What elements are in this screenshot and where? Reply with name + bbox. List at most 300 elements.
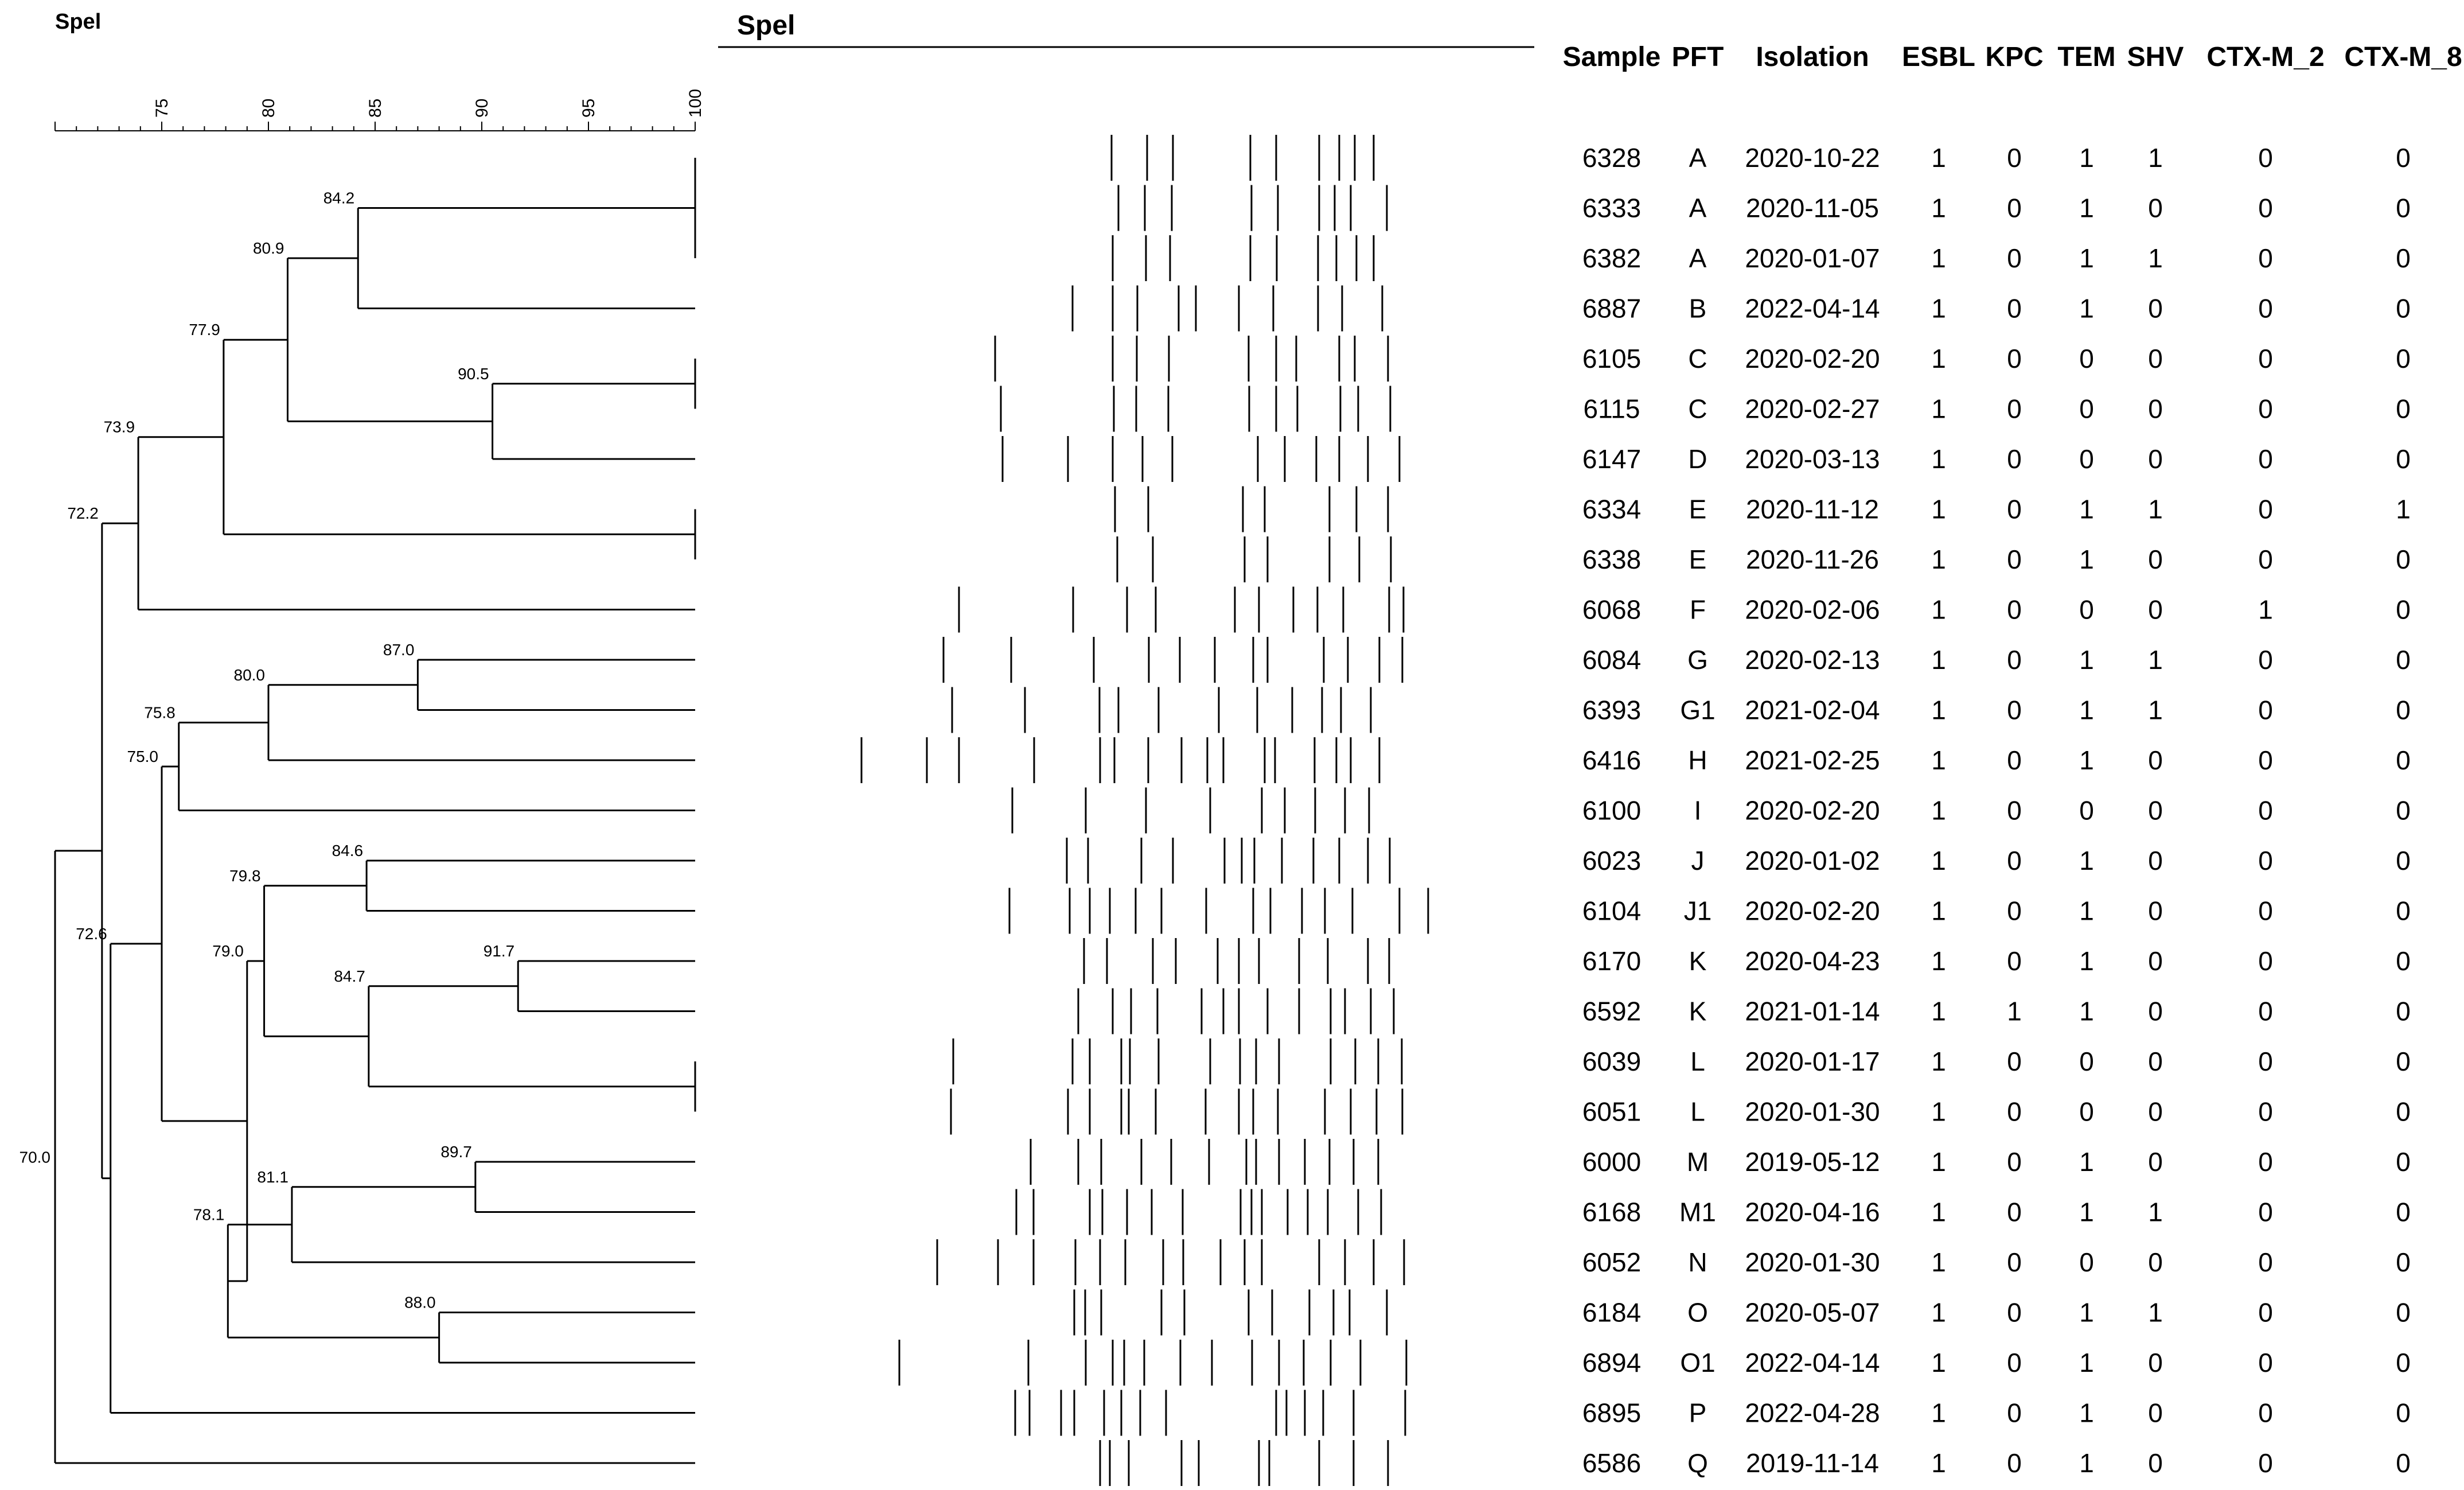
table-row	[1582, 645, 2411, 675]
node-similarity-label: 75.0	[127, 747, 158, 765]
table-cell: 6051	[1582, 1096, 1642, 1127]
table-cell: 0	[2396, 1096, 2411, 1127]
table-cell: M1	[1679, 1197, 1716, 1227]
gel-bands	[861, 135, 1428, 1486]
table-cell: 0	[2148, 946, 2163, 976]
table-cell: 1	[2079, 1448, 2094, 1478]
table-cell: 1	[1931, 1398, 1946, 1428]
table-cell: 2020-04-16	[1745, 1197, 1880, 1227]
table-cell: 0	[2148, 996, 2163, 1026]
table-cell: 1	[1931, 1147, 1946, 1177]
table-row	[1582, 495, 2411, 524]
table-cell: 1	[2079, 1398, 2094, 1428]
table-cell: 6105	[1582, 344, 1642, 374]
table-cell: C	[1688, 394, 1707, 424]
table-cell: 0	[2258, 1348, 2273, 1378]
table-cell: 1	[2079, 996, 2094, 1026]
table-cell: 2020-11-12	[1746, 494, 1879, 524]
table-cell: L	[1690, 1096, 1705, 1127]
table-cell: 1	[1931, 1096, 1946, 1127]
table-cell: 1	[2148, 494, 2163, 524]
table-cell: 2020-01-17	[1745, 1046, 1880, 1076]
table-cell: 2022-04-14	[1745, 293, 1880, 324]
table-cell: 0	[2396, 594, 2411, 625]
table-cell: 0	[2258, 1398, 2273, 1428]
table-cell: 1	[2079, 143, 2094, 173]
table-cell: 0	[2148, 1398, 2163, 1428]
table-cell: 0	[2258, 1197, 2273, 1227]
table-cell: E	[1689, 544, 1707, 574]
table-cell: 0	[2148, 193, 2163, 223]
table-cell: D	[1688, 444, 1707, 474]
table-cell: 0	[2258, 1448, 2273, 1478]
table-cell: 0	[2007, 695, 2022, 725]
table-cell: 1	[2148, 243, 2163, 273]
table-cell: P	[1689, 1398, 1707, 1428]
node-similarity-label: 79.0	[212, 942, 244, 960]
table-cell: 6084	[1582, 645, 1642, 675]
table-cell: A	[1689, 193, 1707, 223]
table-row	[1582, 444, 2411, 474]
similarity-axis-tick-labels	[153, 89, 705, 118]
table-cell: 1	[2079, 645, 2094, 675]
table-cell: 2020-01-30	[1745, 1247, 1880, 1277]
node-similarity-label: 84.6	[332, 842, 364, 859]
table-cell: 2020-11-26	[1746, 544, 1879, 574]
table-cell: 1	[2079, 1297, 2094, 1328]
table-cell: 6170	[1582, 946, 1642, 976]
table-cell: 0	[2258, 293, 2273, 324]
table-cell: 1	[2148, 645, 2163, 675]
table-cell: 2020-04-23	[1745, 946, 1880, 976]
table-cell: 6393	[1582, 695, 1642, 725]
table-cell: 1	[2079, 745, 2094, 775]
table-cell: 1	[1931, 1247, 1946, 1277]
table-cell: 2019-11-14	[1746, 1448, 1879, 1478]
table-cell: 1	[2148, 695, 2163, 725]
table-cell: 1	[1931, 143, 1946, 173]
table-cell: Q	[1687, 1448, 1708, 1478]
table-cell: 6894	[1582, 1348, 1642, 1378]
table-cell: 0	[2396, 344, 2411, 374]
gel-band-panel	[718, 10, 1534, 1486]
table-cell: 1	[2396, 494, 2411, 524]
table-cell: 1	[1931, 896, 1946, 926]
table-cell: 1	[2148, 1197, 2163, 1227]
table-cell: 0	[2396, 1448, 2411, 1478]
table-cell: 0	[2258, 1247, 2273, 1277]
table-cell: G1	[1680, 695, 1716, 725]
gel-title: Spel	[737, 10, 796, 41]
table-row	[1582, 1298, 2411, 1328]
table-cell: L	[1690, 1046, 1705, 1076]
table-cell: O	[1687, 1297, 1708, 1328]
table-cell: 0	[2007, 1398, 2022, 1428]
table-cell: 0	[2396, 896, 2411, 926]
axis-tick-label: 75	[153, 98, 171, 118]
table-cell: 0	[2258, 243, 2273, 273]
table-cell: 0	[2396, 1247, 2411, 1277]
table-cell: 1	[2079, 896, 2094, 926]
table-cell: 0	[2396, 1046, 2411, 1076]
table-row	[1582, 946, 2411, 976]
sample-table	[1563, 42, 2462, 1478]
table-cell: 6115	[1583, 394, 1640, 424]
table-row	[1582, 1097, 2411, 1127]
table-cell: 0	[2258, 394, 2273, 424]
table-cell: 0	[2148, 795, 2163, 826]
table-cell: 6068	[1582, 594, 1642, 625]
table-cell: 0	[2258, 344, 2273, 374]
node-similarity-label: 81.1	[257, 1168, 288, 1186]
table-cell: 0	[2258, 1096, 2273, 1127]
table-cell: 0	[2007, 946, 2022, 976]
table-cell: 0	[2007, 1096, 2022, 1127]
table-cell: 0	[2396, 1348, 2411, 1378]
table-cell: 1	[2079, 193, 2094, 223]
table-cell: 1	[1931, 494, 1946, 524]
table-cell: 6887	[1582, 293, 1642, 324]
table-cell: 0	[2258, 745, 2273, 775]
table-row	[1582, 997, 2411, 1026]
axis-tick-label: 95	[579, 98, 598, 118]
table-cell: 0	[2258, 444, 2273, 474]
table-cell: 0	[2007, 494, 2022, 524]
table-cell: 0	[2007, 594, 2022, 625]
table-cell: 0	[2148, 544, 2163, 574]
node-similarity-label: 70.0	[19, 1148, 50, 1166]
node-similarity-label: 72.6	[76, 924, 107, 943]
table-cell: 0	[2396, 544, 2411, 574]
table-cell: 6333	[1582, 193, 1642, 223]
table-column-header: KPC	[1985, 42, 2044, 72]
table-cell: 1	[1931, 1197, 1946, 1227]
table-row	[1582, 1398, 2411, 1428]
table-row	[1582, 695, 2411, 725]
table-cell: 6104	[1582, 896, 1642, 926]
table-cell: N	[1688, 1247, 1707, 1277]
table-column-header: Isolation	[1756, 42, 1869, 72]
table-cell: 0	[2007, 243, 2022, 273]
table-cell: 0	[2007, 193, 2022, 223]
node-similarity-label: 79.8	[229, 866, 261, 885]
table-cell: 2020-01-07	[1745, 243, 1880, 273]
table-row	[1582, 294, 2411, 324]
table-cell: 0	[2148, 896, 2163, 926]
table-cell: 1	[1931, 293, 1946, 324]
table-cell: 6023	[1582, 846, 1642, 876]
table-cell: 2020-02-20	[1745, 795, 1880, 826]
table-cell: 2020-11-05	[1746, 193, 1879, 223]
table-row	[1584, 394, 2411, 424]
table-column-header: CTX-M_8	[2344, 42, 2462, 72]
table-cell: 0	[2258, 946, 2273, 976]
table-cell: 0	[2396, 1398, 2411, 1428]
table-cell: 1	[2148, 143, 2163, 173]
table-cell: A	[1689, 243, 1707, 273]
table-cell: 0	[2148, 1247, 2163, 1277]
table-cell: 6895	[1582, 1398, 1642, 1428]
table-column-header: SHV	[2127, 42, 2184, 72]
table-cell: 6100	[1582, 795, 1642, 826]
table-cell: I	[1694, 795, 1702, 826]
table-column-header: PFT	[1671, 42, 1724, 72]
table-cell: 1	[2079, 1348, 2094, 1378]
table-cell: 0	[2396, 143, 2411, 173]
table-cell: 0	[2148, 293, 2163, 324]
table-cell: 2020-03-13	[1745, 444, 1880, 474]
table-cell: 2020-05-07	[1745, 1297, 1880, 1328]
table-cell: 1	[2148, 1297, 2163, 1328]
table-column-header: Sample	[1562, 42, 1661, 72]
table-cell: 2021-02-04	[1745, 695, 1880, 725]
table-cell: 0	[2007, 344, 2022, 374]
table-row	[1582, 1247, 2411, 1277]
table-cell: 2020-02-27	[1745, 394, 1880, 424]
table-cell: 0	[2396, 645, 2411, 675]
table-cell: 0	[2396, 394, 2411, 424]
node-similarity-label: 90.5	[458, 364, 489, 383]
table-cell: 0	[2007, 1197, 2022, 1227]
table-cell: 0	[2148, 745, 2163, 775]
table-cell: 1	[1931, 645, 1946, 675]
table-cell: 0	[2148, 394, 2163, 424]
table-cell: 1	[1931, 344, 1946, 374]
table-cell: 2020-02-13	[1745, 645, 1880, 675]
table-cell: 0	[2396, 243, 2411, 273]
table-column-header: CTX-M_2	[2206, 42, 2325, 72]
table-cell: A	[1689, 143, 1707, 173]
table-cell: 0	[2079, 1096, 2094, 1127]
table-cell: 2022-04-28	[1745, 1398, 1880, 1428]
node-similarity-label: 77.9	[189, 321, 220, 339]
table-cell: 1	[1931, 996, 1946, 1026]
axis-tick-label: 80	[259, 98, 278, 118]
axis-tick-label: 90	[473, 98, 492, 118]
table-cell: 0	[2396, 1147, 2411, 1177]
table-cell: 0	[2007, 745, 2022, 775]
table-cell: 1	[1931, 1297, 1946, 1328]
table-cell: 1	[1931, 946, 1946, 976]
table-cell: 6000	[1582, 1147, 1642, 1177]
table-cell: 6382	[1582, 243, 1642, 273]
table-row	[1582, 796, 2411, 826]
table-row	[1582, 745, 2411, 775]
table-cell: 2020-01-02	[1745, 846, 1880, 876]
node-similarity-label: 80.0	[233, 666, 265, 684]
table-cell: 0	[2396, 846, 2411, 876]
table-cell: 0	[2258, 1046, 2273, 1076]
dendrogram-title: Spel	[55, 10, 102, 34]
table-cell: 0	[2079, 1247, 2094, 1277]
table-cell: 2021-02-25	[1745, 745, 1880, 775]
node-similarity-label: 80.9	[252, 239, 284, 257]
table-column-header: TEM	[2057, 42, 2116, 72]
table-cell: 2020-02-20	[1745, 344, 1880, 374]
table-cell: 0	[2258, 143, 2273, 173]
table-row	[1582, 344, 2411, 374]
table-cell: 1	[1931, 594, 1946, 625]
node-similarity-label: 87.0	[383, 641, 415, 659]
table-row	[1582, 1348, 2411, 1378]
table-cell: 0	[2396, 695, 2411, 725]
table-cell: 6416	[1582, 745, 1642, 775]
table-cell: 6586	[1582, 1448, 1642, 1478]
table-cell: 1	[1931, 193, 1946, 223]
table-cell: 0	[2148, 444, 2163, 474]
table-cell: 0	[2148, 1448, 2163, 1478]
table-cell: 1	[2258, 594, 2273, 625]
table-cell: 2022-04-14	[1745, 1348, 1880, 1378]
table-cell: 0	[2007, 1147, 2022, 1177]
table-cell: 6147	[1582, 444, 1642, 474]
table-cell: 0	[2007, 1297, 2022, 1328]
table-cell: 0	[2007, 795, 2022, 826]
table-row	[1582, 193, 2411, 223]
dendrogram-panel	[20, 10, 705, 1463]
table-cell: 1	[1931, 444, 1946, 474]
table-cell: 0	[2396, 1197, 2411, 1227]
table-cell: 1	[2079, 695, 2094, 725]
table-cell: M	[1686, 1147, 1709, 1177]
table-cell: E	[1689, 494, 1707, 524]
table-cell: 0	[2396, 1297, 2411, 1328]
table-cell: 0	[2007, 896, 2022, 926]
table-cell: 0	[2258, 494, 2273, 524]
table-row	[1582, 846, 2411, 876]
table-row	[1582, 1197, 2411, 1227]
node-similarity-label: 73.9	[103, 418, 135, 436]
table-row	[1582, 1147, 2411, 1177]
table-cell: 1	[2079, 544, 2094, 574]
table-cell: K	[1689, 946, 1707, 976]
table-cell: 0	[2079, 594, 2094, 625]
table-cell: 1	[2007, 996, 2022, 1026]
table-cell: 0	[2396, 946, 2411, 976]
table-cell: 6039	[1582, 1046, 1642, 1076]
table-row	[1582, 1448, 2411, 1478]
node-similarity-label: 91.7	[483, 942, 515, 960]
table-body	[1582, 143, 2411, 1478]
table-cell: 0	[2258, 1147, 2273, 1177]
table-row	[1582, 243, 2411, 273]
table-cell: 0	[2258, 1297, 2273, 1328]
table-cell: 1	[2079, 1197, 2094, 1227]
table-cell: 0	[2148, 1147, 2163, 1177]
table-cell: K	[1689, 996, 1707, 1026]
table-cell: 1	[1931, 745, 1946, 775]
table-cell: 0	[2396, 745, 2411, 775]
table-cell: 0	[2396, 444, 2411, 474]
table-cell: G	[1687, 645, 1708, 675]
table-cell: C	[1688, 344, 1707, 374]
table-cell: 1	[1931, 795, 1946, 826]
table-cell: 0	[2007, 544, 2022, 574]
table-column-header: ESBL	[1901, 42, 1976, 72]
table-cell: 0	[2007, 143, 2022, 173]
table-cell: 0	[2258, 645, 2273, 675]
table-cell: 2020-02-06	[1745, 594, 1880, 625]
table-cell: 0	[2007, 1046, 2022, 1076]
table-cell: 0	[2258, 795, 2273, 826]
table-cell: 0	[2148, 344, 2163, 374]
table-cell: J	[1691, 846, 1705, 876]
table-cell: 0	[2007, 645, 2022, 675]
table-cell: 0	[2396, 293, 2411, 324]
table-row	[1582, 595, 2411, 625]
table-cell: 1	[1931, 1448, 1946, 1478]
table-cell: 6168	[1582, 1197, 1642, 1227]
table-cell: 1	[2079, 494, 2094, 524]
table-cell: 1	[1931, 243, 1946, 273]
table-cell: 6184	[1582, 1297, 1642, 1328]
table-cell: H	[1688, 745, 1707, 775]
table-cell: 0	[2007, 293, 2022, 324]
table-cell: 0	[2007, 1247, 2022, 1277]
table-cell: 1	[2079, 243, 2094, 273]
table-row	[1582, 544, 2411, 574]
table-cell: 0	[2148, 1348, 2163, 1378]
table-cell: 0	[2079, 795, 2094, 826]
table-cell: 1	[2079, 946, 2094, 976]
node-similarity-label: 88.0	[404, 1293, 436, 1312]
table-cell: 1	[1931, 544, 1946, 574]
table-header-row	[1563, 42, 2462, 72]
table-cell: 0	[2148, 594, 2163, 625]
node-similarity-label: 78.1	[193, 1205, 225, 1224]
table-cell: 6328	[1582, 143, 1642, 173]
table-cell: 0	[2007, 394, 2022, 424]
table-cell: 2019-05-12	[1745, 1147, 1880, 1177]
table-cell: 2020-02-20	[1745, 896, 1880, 926]
table-cell: 0	[2079, 394, 2094, 424]
table-cell: 6052	[1582, 1247, 1642, 1277]
table-cell: 1	[2079, 1147, 2094, 1177]
table-cell: O1	[1680, 1348, 1716, 1378]
dendrogram-branches	[55, 158, 695, 1463]
dendrogram-node-labels	[20, 189, 515, 1312]
table-cell: 0	[2258, 996, 2273, 1026]
table-cell: 0	[2079, 1046, 2094, 1076]
table-cell: 6338	[1582, 544, 1642, 574]
axis-tick-label: 85	[366, 98, 385, 118]
table-cell: 2020-10-22	[1745, 143, 1880, 173]
axis-tick-label: 100	[686, 88, 705, 118]
table-cell: 0	[2258, 846, 2273, 876]
table-row	[1582, 143, 2411, 173]
table-cell: 0	[2258, 544, 2273, 574]
table-cell: J1	[1683, 896, 1712, 926]
node-similarity-label: 72.2	[67, 504, 99, 523]
table-cell: 0	[2258, 193, 2273, 223]
table-cell: 0	[2007, 846, 2022, 876]
table-cell: 0	[2148, 1096, 2163, 1127]
table-cell: 1	[1931, 846, 1946, 876]
table-cell: 0	[2258, 896, 2273, 926]
table-cell: 1	[1931, 1348, 1946, 1378]
node-similarity-label: 84.2	[323, 189, 355, 207]
table-cell: 0	[2007, 444, 2022, 474]
table-cell: 0	[2396, 996, 2411, 1026]
table-cell: 1	[1931, 695, 1946, 725]
table-cell: 0	[2148, 1046, 2163, 1076]
table-cell: 1	[2079, 846, 2094, 876]
table-cell: 0	[2148, 846, 2163, 876]
table-cell: 0	[2007, 1448, 2022, 1478]
table-cell: 0	[2079, 344, 2094, 374]
similarity-axis-ticks	[55, 122, 695, 131]
table-cell: 1	[1931, 1046, 1946, 1076]
